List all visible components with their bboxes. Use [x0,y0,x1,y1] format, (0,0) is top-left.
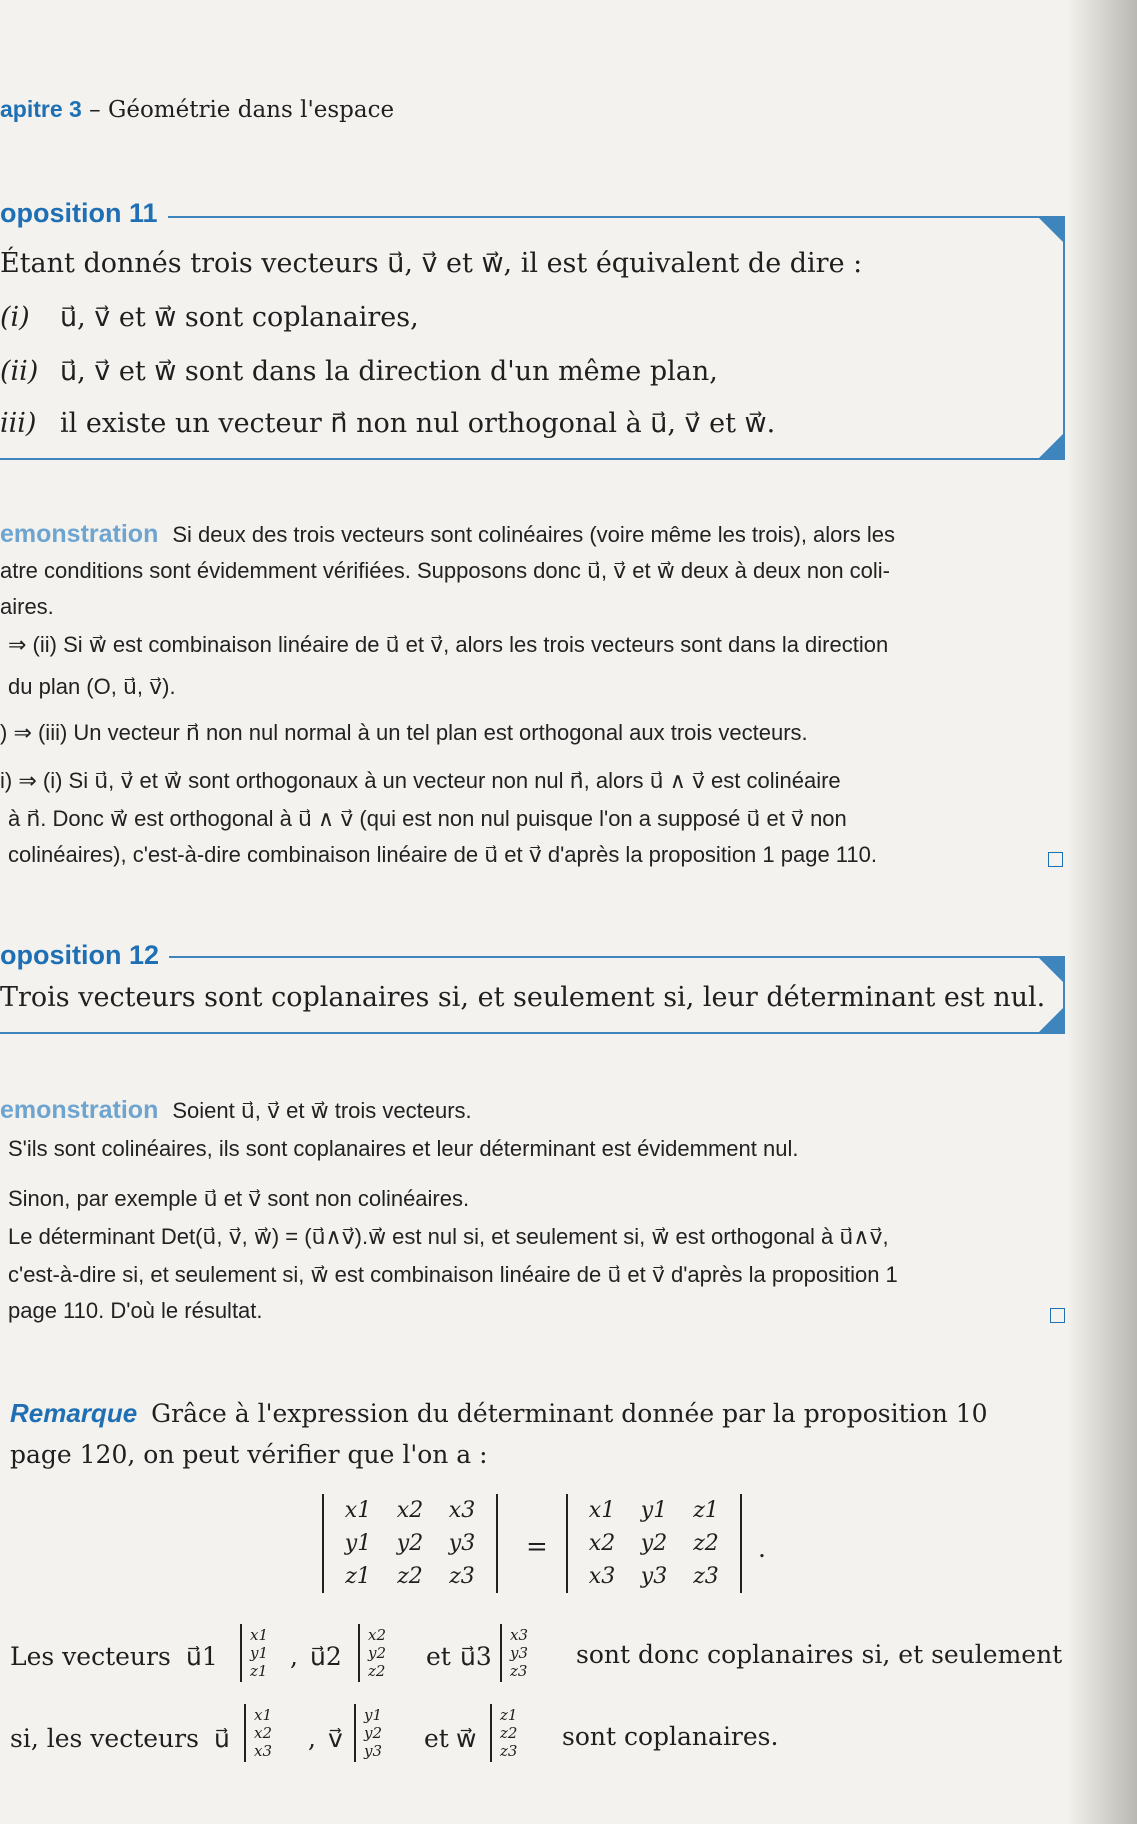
demo-1-line-1 [0,520,895,549]
vector-component: y1 [364,1706,383,1724]
vector-component: z1 [250,1662,268,1680]
vector-component: z3 [510,1662,528,1680]
matrix-entry: y1 [640,1498,668,1523]
vector-component: x1 [254,1706,273,1724]
remark-line-4-end: sont coplanaires. [562,1722,779,1751]
vector-component: y3 [510,1644,529,1662]
determinant-left [322,1494,498,1593]
proposition-12-text: Trois vecteurs sont coplanaires si, et seulement si, leur déterminant est nul. [0,982,1046,1013]
item-text: u⃗, v⃗ et w⃗ sont coplanaires, [60,302,419,333]
demonstration-label: emonstration [0,520,159,548]
demo-2-line-1 [0,1096,472,1125]
running-header [0,96,394,123]
demo-1-line-7: i) ⇒ (i) Si u⃗, v⃗ et w⃗ sont orthogonaux à un vecteur non nul n⃗, alors u⃗ ∧ v⃗ est colinéaire [0,768,841,793]
demo-text: Si deux des trois vecteurs sont colinéaires (voire même les trois), alors les [172,522,895,547]
proposition-11-item-3 [0,408,775,439]
demo-1-line-9: colinéaires), c'est-à-dire combinaison linéaire de u⃗ et v⃗ d'après la proposition 1 page 110. [8,842,877,867]
matrix-entry: z1 [345,1564,371,1589]
vector-v: v⃗ [328,1724,343,1753]
vector-u1: u⃗1 [186,1642,218,1671]
demo-2-line-5: c'est-à-dire si, et seulement si, w⃗ est combinaison linéaire de u⃗ et v⃗ d'après la proposition 1 [8,1262,898,1287]
matrix-entry: z3 [449,1564,475,1589]
demo-2-line-6: page 110. D'où le résultat. [8,1298,263,1323]
word-et: et [426,1642,451,1671]
box-corner-top [1037,216,1065,244]
demo-1-line-3: aires. [0,594,54,619]
chapter-title: Géométrie dans l'espace [107,97,395,123]
matrix-entry: x3 [588,1564,616,1589]
vector-w: w⃗ [456,1724,477,1753]
vector-component: x1 [250,1626,269,1644]
vector-component: x3 [254,1742,273,1760]
comma: , [308,1724,316,1753]
column-vector-3 [500,1624,528,1682]
equals-sign: = [526,1532,548,1562]
demo-1-line-8: à n⃗. Donc w⃗ est orthogonal à u⃗ ∧ v⃗ (qui est non nul puisque l'on a supposé u⃗ et v⃗ non [8,806,847,831]
demo-2-line-4: Le déterminant Det(u⃗, v⃗, w⃗) = (u⃗∧v⃗).w⃗ est nul si, et seulement si, w⃗ est orthogonal à u⃗∧v⃗, [8,1224,889,1249]
proposition-11-intro: Étant donnés trois vecteurs u⃗, v⃗ et w⃗, il est équivalent de dire : [0,248,863,279]
matrix-entry: x3 [448,1498,476,1523]
vector-component: z1 [500,1706,518,1724]
proposition-11-item-2 [0,356,718,387]
remark-line-3-end: sont donc coplanaires si, et seulement [576,1640,1063,1669]
matrix-entry: z2 [397,1564,423,1589]
column-vector-1 [240,1624,268,1682]
column-vector-v [354,1704,382,1762]
matrix-entry: x2 [588,1531,616,1556]
demo-1-line-6: ) ⇒ (iii) Un vecteur n⃗ non nul normal à un tel plan est orthogonal aux trois vecteurs. [0,720,808,745]
vector-component: z3 [500,1742,518,1760]
demo-1-line-5: du plan (O, u⃗, v⃗). [8,674,176,699]
vector-component: x3 [510,1626,529,1644]
matrix-entry: x1 [344,1498,372,1523]
demonstration-label: emonstration [0,1096,159,1124]
vector-component: y1 [250,1644,269,1662]
item-text: u⃗, v⃗ et w⃗ sont dans la direction d'un même plan, [60,356,718,387]
remark-label: Remarque [10,1398,138,1428]
remark-line-2: page 120, on peut vérifier que l'on a : [10,1440,488,1469]
vector-u: u⃗ [214,1724,230,1753]
vector-component: x2 [254,1724,273,1742]
item-number: (i) [0,302,30,333]
matrix-entry: x1 [588,1498,616,1523]
demo-text: Soient u⃗, v⃗ et w⃗ trois vecteurs. [172,1098,472,1123]
item-text: il existe un vecteur n⃗ non nul orthogonal à u⃗, v⃗ et w⃗. [60,408,776,439]
matrix-entry: z3 [693,1564,719,1589]
column-vector-u [244,1704,272,1762]
qed-square [1050,1308,1065,1323]
demo-2-line-3: Sinon, par exemple u⃗ et v⃗ sont non colinéaires. [8,1186,470,1211]
item-number: iii) [0,408,37,439]
remark-line-4-start: si, les vecteurs [10,1724,199,1753]
header-separator: – [81,97,108,123]
page-edge-shadow [1067,0,1137,1824]
box-corner-top [1037,956,1065,984]
column-vector-w [490,1704,517,1762]
demo-1-line-4: ⇒ (ii) Si w⃗ est combinaison linéaire de u⃗ et v⃗, alors les trois vecteurs sont dans la direction [8,632,889,657]
chapter-number: apitre 3 [0,96,82,122]
matrix-entry: z2 [693,1531,719,1556]
vector-u2: u⃗2 [310,1642,342,1671]
proposition-11-item-1 [0,302,419,333]
vector-component: y2 [368,1644,387,1662]
matrix-entry: y2 [640,1531,668,1556]
word-et: et [424,1724,449,1753]
remark-text: Grâce à l'expression du déterminant donnée par la proposition 10 [151,1399,988,1428]
period: . [758,1534,766,1563]
matrix-entry: y1 [344,1531,372,1556]
comma: , [290,1642,298,1671]
vector-component: x2 [368,1626,387,1644]
remark-line-3-start: Les vecteurs [10,1642,171,1671]
matrix-entry: y3 [640,1564,668,1589]
vector-component: y3 [364,1742,383,1760]
matrix-entry: y3 [448,1531,476,1556]
vector-component: z2 [368,1662,386,1680]
vector-component: y2 [364,1724,383,1742]
qed-square [1048,852,1063,867]
proposition-12-title: oposition 12 [0,940,169,971]
matrix-entry: x2 [396,1498,424,1523]
proposition-11-title: oposition 11 [0,198,168,229]
matrix-entry: y2 [396,1531,424,1556]
vector-component: z2 [500,1724,518,1742]
vector-u3: u⃗3 [460,1642,492,1671]
remark-line-1 [10,1398,988,1429]
determinant-right [566,1494,742,1593]
item-number: (ii) [0,356,39,387]
demo-1-line-2: atre conditions sont évidemment vérifiées. Supposons donc u⃗, v⃗ et w⃗ deux à deux non coli- [0,558,891,583]
box-corner-bottom [1037,432,1065,460]
column-vector-2 [358,1624,386,1682]
demo-2-line-2: S'ils sont colinéaires, ils sont coplanaires et leur déterminant est évidemment nul. [8,1136,799,1161]
matrix-entry: z1 [693,1498,719,1523]
